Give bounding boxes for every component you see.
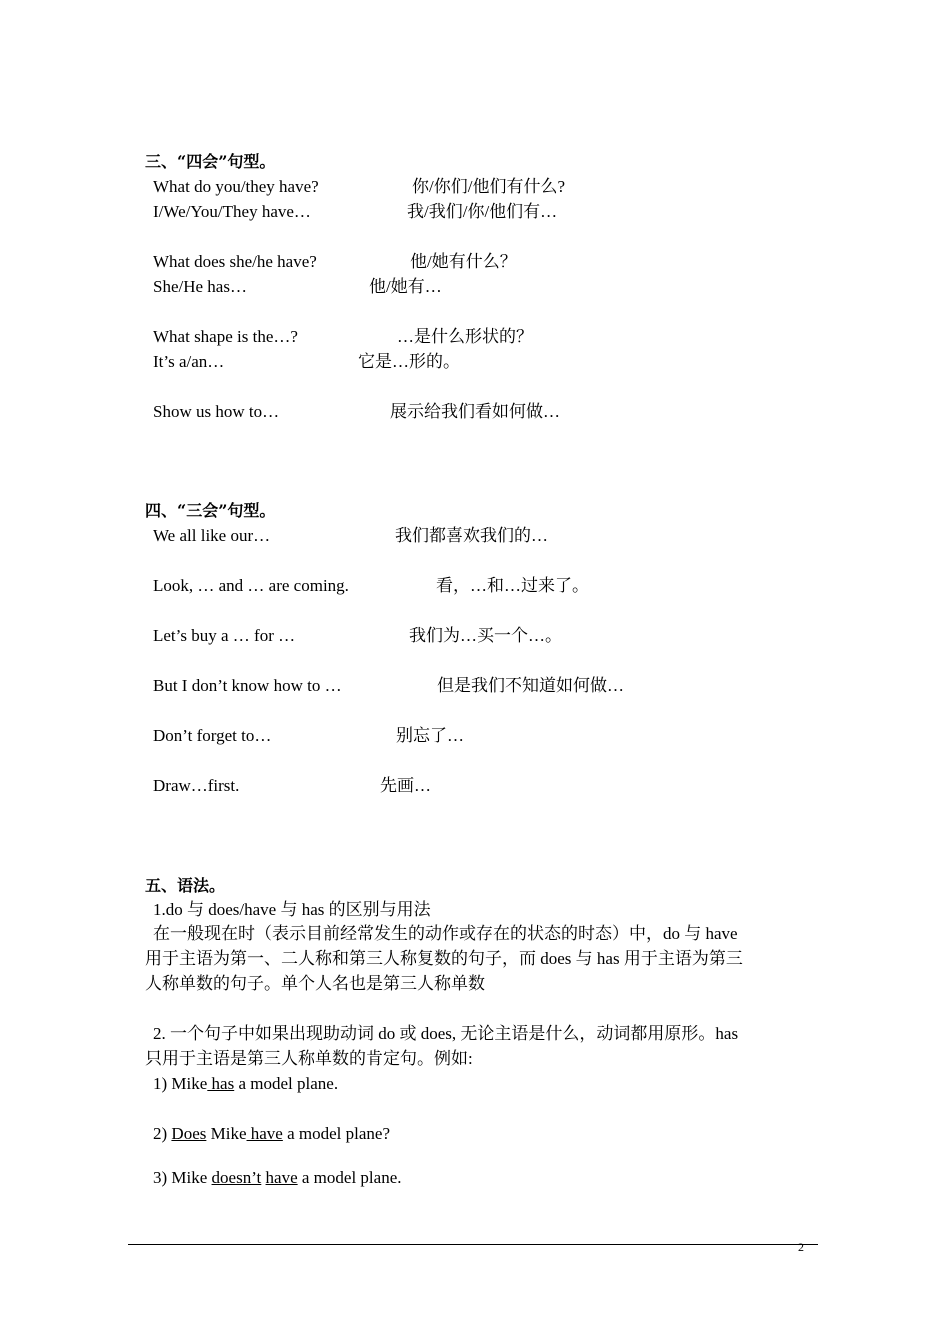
example-2-underlined-does: Does xyxy=(171,1124,207,1143)
example-2 xyxy=(153,1123,390,1145)
s3-row2-en: I/We/You/They have… xyxy=(153,202,311,221)
example-2-underlined-have: have xyxy=(246,1124,283,1143)
s4-row1-zh: 我们都喜欢我们的… xyxy=(395,526,548,545)
s3-row1-en: What do you/they have? xyxy=(153,177,319,196)
example-2-text-c: a model plane? xyxy=(282,1124,391,1143)
s3-row1-zh: 你/你们/他们有什么? xyxy=(412,177,565,196)
s3-row4-en: She/He has… xyxy=(153,277,247,296)
grammar-point-1-line3: 人称单数的句子。单个人名也是第三人称单数 xyxy=(145,974,485,993)
example-3-underlined-doesnt: doesn’t xyxy=(211,1168,262,1187)
example-3-text-c: a model plane. xyxy=(297,1168,402,1187)
s3-row5-en: What shape is the…? xyxy=(153,327,298,346)
s4-row4-en: But I don’t know how to … xyxy=(153,676,342,695)
page-number: 2 xyxy=(798,1240,804,1254)
grammar-point-2-line2: 只用于主语是第三人称单数的肯定句。例如: xyxy=(145,1049,473,1068)
s4-row5-zh: 别忘了… xyxy=(396,726,464,745)
s4-row2-en: Look, … and … are coming. xyxy=(153,576,349,595)
example-2-text-b: Mike xyxy=(206,1124,247,1143)
s3-row7-zh: 展示给我们看如何做… xyxy=(390,402,560,421)
example-1 xyxy=(153,1073,338,1095)
example-1-text-a: 1) Mike xyxy=(153,1074,208,1093)
s3-row4-zh: 他/她有… xyxy=(369,277,442,296)
s3-row7-en: Show us how to… xyxy=(153,402,280,421)
s4-row1-en: We all like our… xyxy=(153,526,271,545)
s3-row3-en: What does she/he have? xyxy=(153,252,317,271)
grammar-point-1-title: 1.do 与 does/have 与 has 的区别与用法 xyxy=(153,900,431,919)
s4-row6-zh: 先画… xyxy=(380,776,431,795)
example-1-underlined-has: has xyxy=(207,1074,235,1093)
s3-row3-zh: 他/她有什么？ xyxy=(410,252,517,271)
example-3-underlined-have: have xyxy=(265,1168,298,1187)
grammar-point-1-line2: 用于主语为第一、二人称和第三人称复数的句子，而 does 与 has 用于主语为第三 xyxy=(145,949,743,968)
s4-row3-en: Let’s buy a … for … xyxy=(153,626,296,645)
section-4-heading: 四、“三会”句型。 xyxy=(145,501,276,520)
example-2-text-a: 2) xyxy=(153,1124,172,1143)
s3-row5-zh: …是什么形状的？ xyxy=(397,327,533,346)
section-5-heading: 五、语法。 xyxy=(145,876,226,895)
example-1-text-b: a model plane. xyxy=(234,1074,339,1093)
s3-row2-zh: 我/我们/你/他们有… xyxy=(407,202,558,221)
s4-row2-zh: 看，…和…过来了。 xyxy=(436,576,589,595)
s3-row6-zh: 它是…形的。 xyxy=(358,352,460,371)
s4-row3-zh: 我们为…买一个…。 xyxy=(409,626,562,645)
example-3 xyxy=(153,1167,402,1189)
example-3-text-a: 3) Mike xyxy=(153,1168,212,1187)
s4-row6-en: Draw…first. xyxy=(153,776,240,795)
s3-row6-en: It’s a/an… xyxy=(153,352,225,371)
s4-row5-en: Don’t forget to… xyxy=(153,726,272,745)
grammar-point-2-line1: 2. 一个句子中如果出现助动词 do 或 does, 无论主语是什么，动词都用原形。has xyxy=(153,1024,739,1043)
footer-divider xyxy=(128,1244,818,1245)
grammar-point-1-line1: 在一般现在时（表示目前经常发生的动作或存在的状态的时态）中，do 与 have xyxy=(153,924,738,943)
section-3-heading: 三、“四会”句型。 xyxy=(145,152,276,171)
s4-row4-zh: 但是我们不知道如何做… xyxy=(437,676,624,695)
